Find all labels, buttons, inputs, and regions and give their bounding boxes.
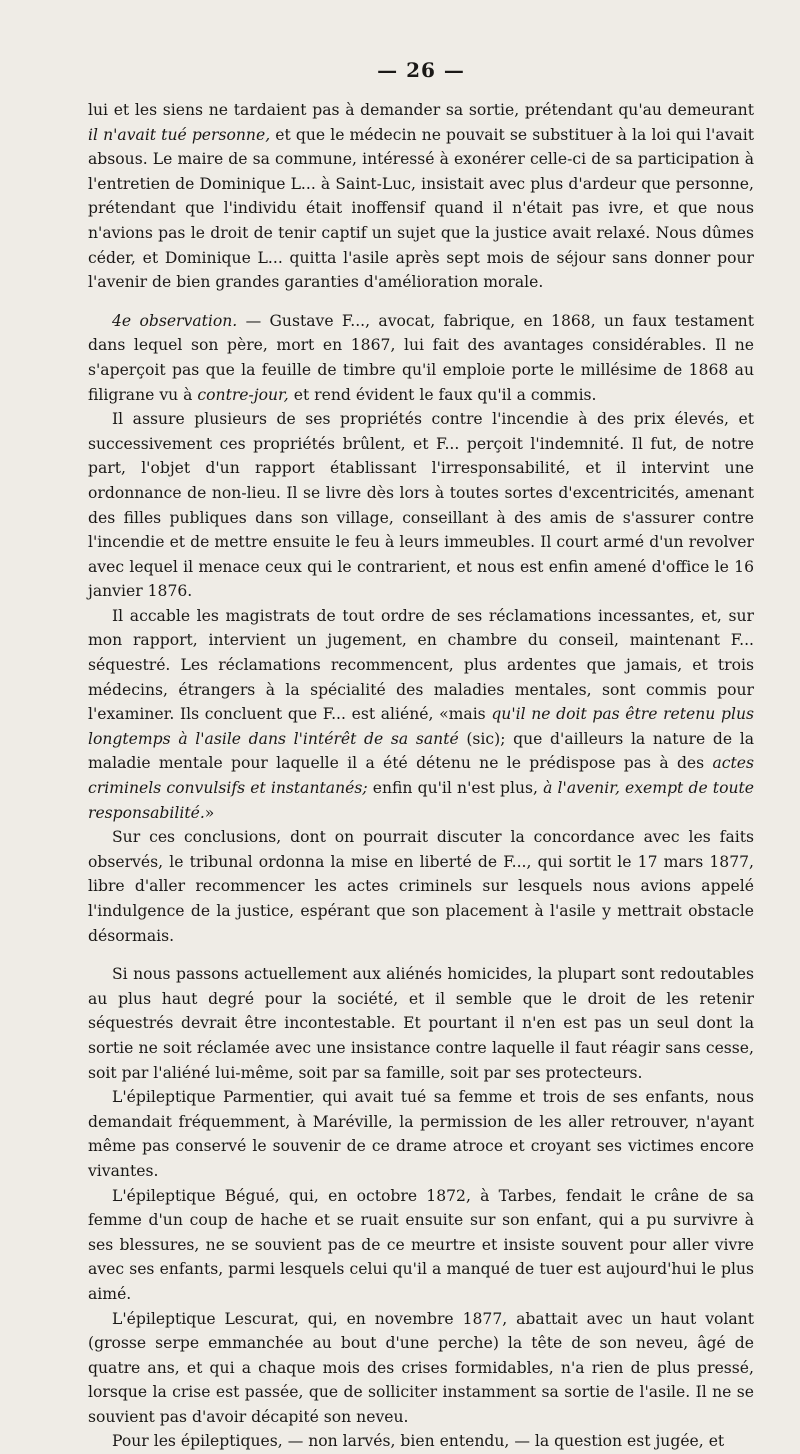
italic-run: qu'il ne doit pas être retenu plus longtemps à l'asile dans l'intérêt de sa santé <box>88 705 754 748</box>
text-run: Pour les épileptiques, — non larvés, bien entendu, — la question est jugée, et <box>112 1432 725 1451</box>
paragraph <box>88 1184 754 1307</box>
italic-run: à l'avenir, exempt de toute responsabilité. <box>88 779 754 822</box>
text-run: Sur ces conclusions, dont on pourrait discuter la concordance avec les faits observés, le tribunal ordonna la mise en liberté de F..., qui sortit le 17 mars 1877, libre d'aller recommencer les actes criminels sur lesquels nous avions appelé l'indulgence de la justice, espérant que son placement à l'asile y mettrait obstacle désormais. <box>88 828 754 945</box>
italic-run: 4e observation. <box>112 311 238 330</box>
paragraph <box>88 309 754 407</box>
body-text <box>88 98 754 1454</box>
paragraph <box>88 407 754 604</box>
text-run: » <box>204 803 215 822</box>
paragraph <box>88 962 754 1085</box>
paragraph <box>88 604 754 825</box>
paragraph <box>88 98 754 295</box>
paragraph <box>88 1085 754 1183</box>
paragraph <box>88 825 754 948</box>
text-run: Il assure plusieurs de ses propriétés contre l'incendie à des prix élevés, et successivement ces propriétés brûlent, et F... perçoit l'indemnité. Il fut, de notre part, l'objet d'un rapport établissant l'irresponsabilité, et il intervint une ordonnance de non-lieu. Il se livre dès lors à toutes sortes d'excentricités, amenant des filles publiques dans son village, conseillant à des amis de s'assurer contre l'incendie et de mettre ensuite le feu à leurs immeubles. Il court armé d'un revolver avec lequel il menace ceux qui le contrarient, et nous est enfin amené d'office le 16 janvier 1876. <box>88 410 754 601</box>
text-run: L'épileptique Lescurat, qui, en novembre 1877, abattait avec un haut volant (grosse serpe emmanchée au bout d'une perche) la tête de son neveu, âgé de quatre ans, et qui a chaque mois des crises formidables, n'a rien de plus pressé, lorsque la crise est passée, que de solliciter instamment sa sortie de l'asile. Il ne se souvient pas d'avoir décapité son neveu. <box>88 1309 754 1426</box>
text-run: — Gustave F..., avocat, fabrique, en 1868, un faux testament dans lequel son père, mort en 1867, lui fait des avantages considérables. Il ne s'aperçoit pas que la feuille de timbre qu'il emploie porte le millésime de 1868 au filigrane vu à <box>88 311 754 404</box>
italic-run: contre-jour, <box>197 385 289 404</box>
paragraph <box>88 1307 754 1430</box>
text-run: lui et les siens ne tardaient pas à demander sa sortie, prétendant qu'au demeurant <box>88 101 754 119</box>
text-run: Si nous passons actuellement aux aliénés homicides, la plupart sont redoutables au plus haut degré pour la société, et il semble que le droit de les retenir séquestrés devrait être incontestable. Et pourtant il n'en est pas un seul dont la sortie ne soit réclamée avec une insistance contre laquelle il faut réagir sans cesse, soit par l'aliéné lui-même, soit par sa famille, soit par ses protecteurs. <box>88 965 754 1082</box>
page-number: — 26 — <box>377 58 465 82</box>
italic-run: il n'avait tué personne, <box>88 125 271 144</box>
paragraph <box>88 1429 754 1454</box>
italic-run: actes criminels convulsifs et instantanés; <box>88 754 754 798</box>
text-run: Il accable les magistrats de tout ordre de ses réclamations incessantes, et, sur mon rapport, intervient un jugement, en chambre du conseil, maintenant F... séquestré. Les réclamations recommencent, plus ardentes que jamais, et trois médecins, étrangers à la spécialité des maladies mentales, sont commis pour l'examiner. Ils concluent que F... est aliéné, «mais <box>88 606 754 724</box>
text-run: L'épileptique Parmentier, qui avait tué sa femme et trois de ses enfants, nous demandait fréquemment, à Maréville, la permission de les aller retrouver, n'ayant même pas conservé le souvenir de ce drame atroce et croyant ses victimes encore vivantes. <box>88 1088 754 1180</box>
text-run: enfin qu'il n'est plus, <box>367 779 544 798</box>
text-run: et rend évident le faux qu'il a commis. <box>288 385 597 404</box>
text-run: et que le médecin ne pouvait se substituer à la loi qui l'avait absous. Le maire de sa commune, intéressé à exonérer celle-ci de sa participation à l'entretien de Dominique L... à Saint-Luc, insistait avec plus d'ardeur que personne, prétendant que l'individu était inoffensif quand il n'était pas ivre, et que nous n'avions pas le droit de tenir captif un sujet que la justice avait relaxé. Nous dûmes céder, et Dominique L... quitta l'asile après sept mois de séjour sans donner pour l'avenir de bien grandes garanties d'amélioration morale. <box>88 125 754 292</box>
text-run: L'épileptique Bégué, qui, en octobre 1872, à Tarbes, fendait le crâne de sa femme d'un coup de hache et se ruait ensuite sur son enfant, qui a pu survivre à ses blessures, ne se souvient pas de ce meurtre et insiste souvent pour aller vivre avec ses enfants, parmi lesquels celui qu'il a manqué de tuer est aujourd'hui le plus aimé. <box>88 1186 754 1303</box>
text-run: (sic); que d'ailleurs la nature de la maladie mentale pour laquelle il a été détenu ne le prédispose pas à des <box>88 729 755 773</box>
